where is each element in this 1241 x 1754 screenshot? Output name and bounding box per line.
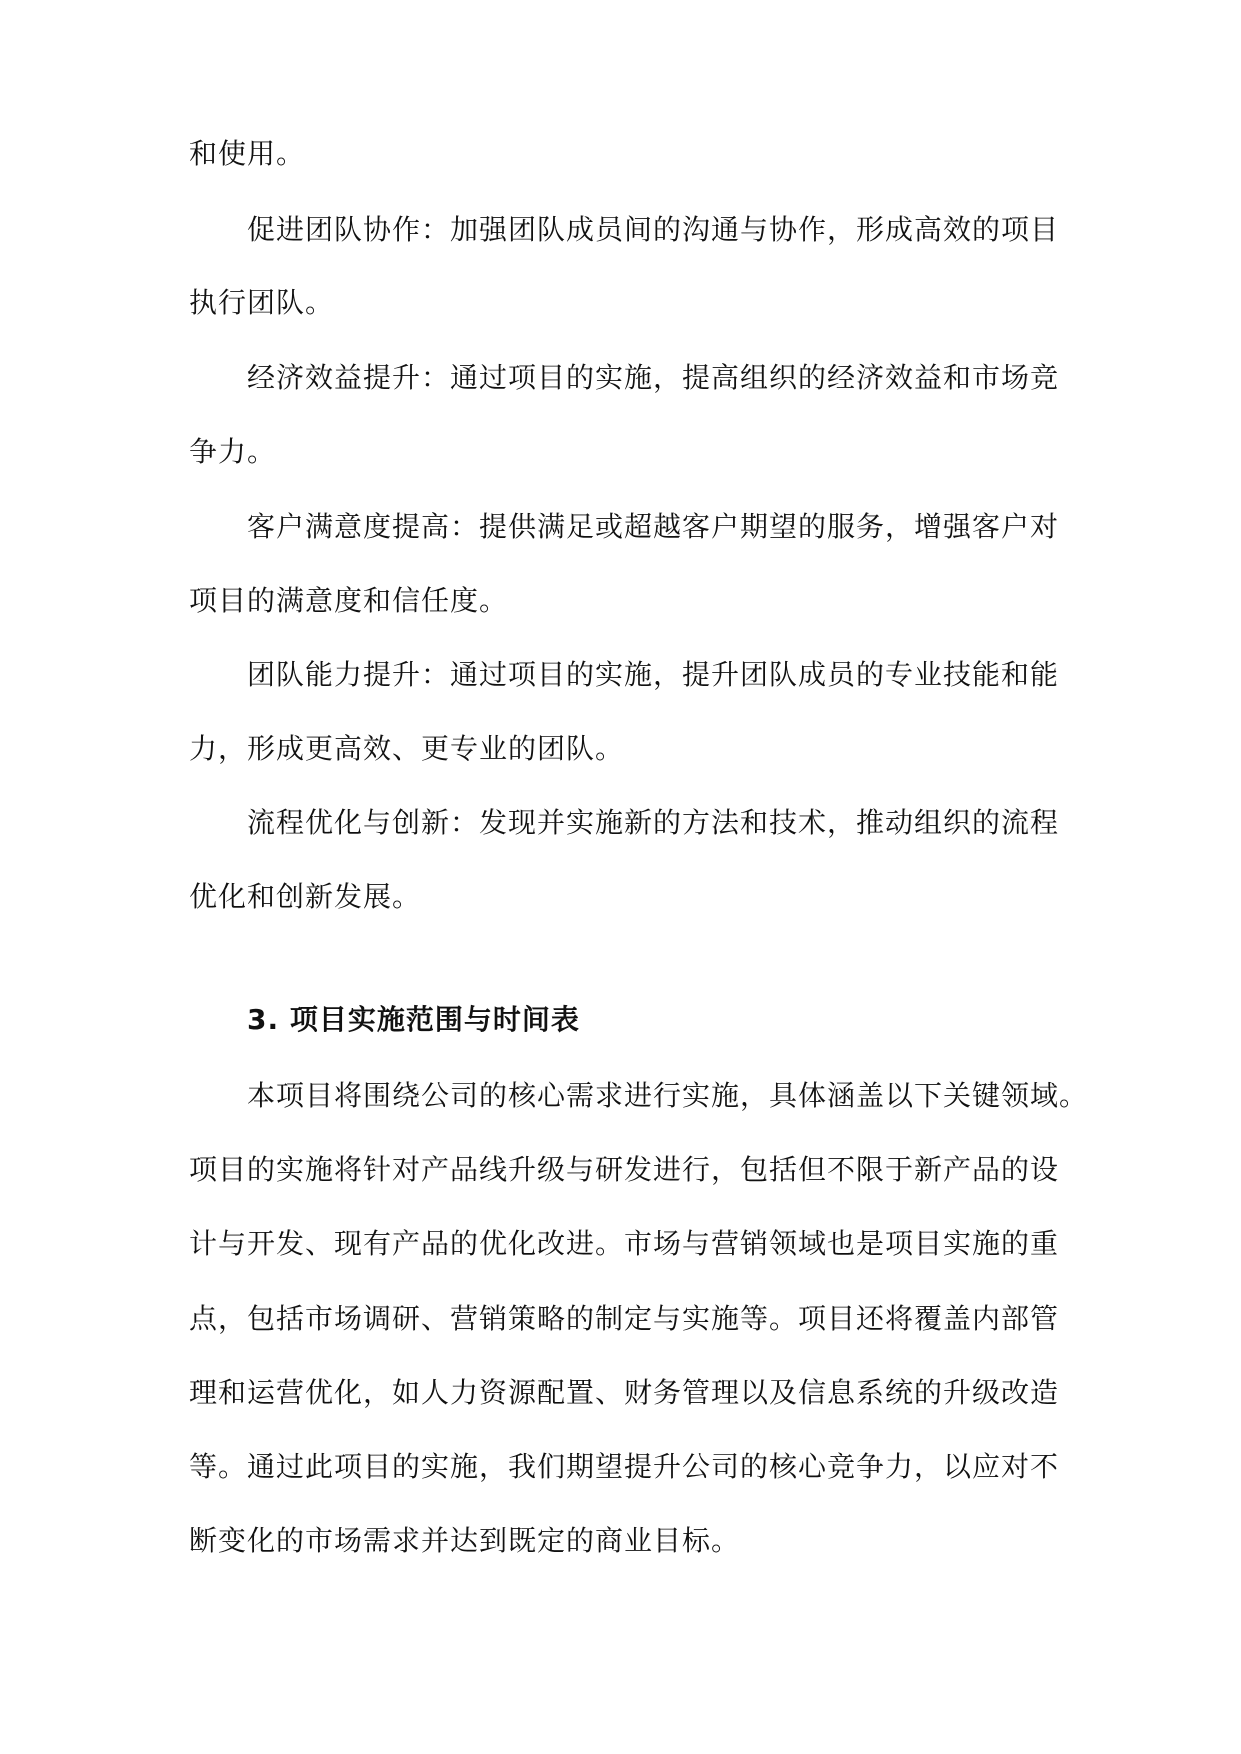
text-line: 执行团队。	[189, 286, 335, 319]
text-line: 促进团队协作：加强团队成员间的沟通与协作，形成高效的项目	[247, 213, 1060, 246]
text-line: 经济效益提升：通过项目的实施，提高组织的经济效益和市场竞	[247, 361, 1060, 394]
text-line: 团队能力提升：通过项目的实施，提升团队成员的专业技能和能	[247, 658, 1060, 691]
text-line: 流程优化与创新：发现并实施新的方法和技术，推动组织的流程	[247, 806, 1060, 839]
paragraph-line: 等。通过此项目的实施，我们期望提升公司的核心竞争力，以应对不	[189, 1450, 1060, 1483]
text-line: 项目的满意度和信任度。	[189, 584, 509, 617]
text-line: 力，形成更高效、更专业的团队。	[189, 732, 625, 765]
section-heading: 3. 项目实施范围与时间表	[247, 1003, 580, 1036]
paragraph-line: 点，包括市场调研、营销策略的制定与实施等。项目还将覆盖内部管	[189, 1302, 1060, 1335]
paragraph-line: 断变化的市场需求并达到既定的商业目标。	[189, 1524, 741, 1557]
text-line: 客户满意度提高：提供满足或超越客户期望的服务，增强客户对	[247, 510, 1060, 543]
text-line: 争力。	[189, 435, 277, 468]
paragraph-line: 理和运营优化，如人力资源配置、财务管理以及信息系统的升级改造	[189, 1376, 1060, 1409]
text-line: 优化和创新发展。	[189, 880, 422, 913]
paragraph-line: 本项目将围绕公司的核心需求进行实施，具体涵盖以下关键领域。	[247, 1079, 1089, 1112]
text-line: 和使用。	[189, 137, 306, 170]
paragraph-line: 计与开发、现有产品的优化改进。市场与营销领域也是项目实施的重	[189, 1227, 1060, 1260]
paragraph-line: 项目的实施将针对产品线升级与研发进行，包括但不限于新产品的设	[189, 1153, 1060, 1186]
